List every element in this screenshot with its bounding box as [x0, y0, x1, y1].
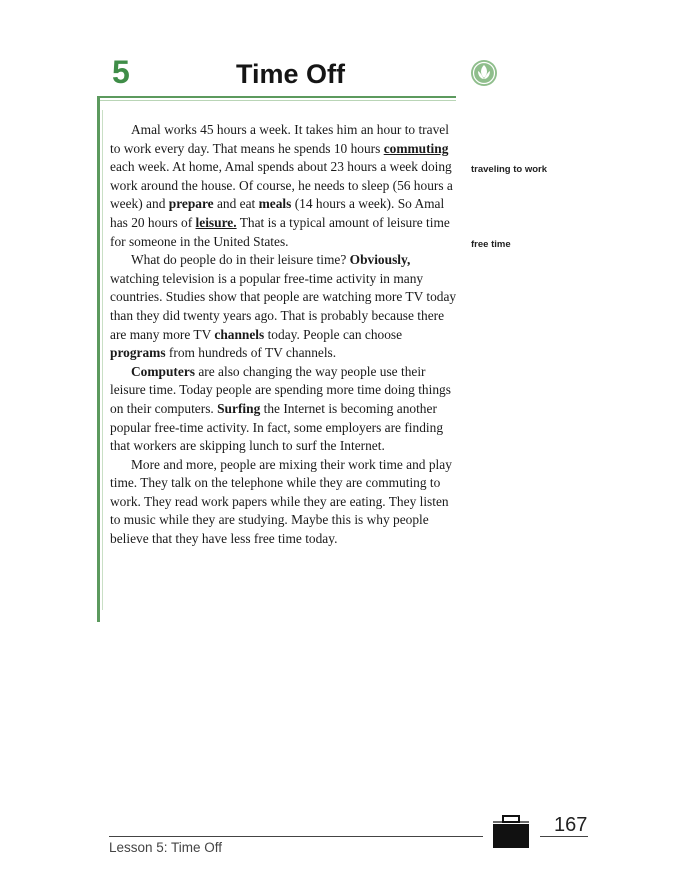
gloss-commuting: traveling to work	[471, 164, 548, 175]
keyword-meals: meals	[258, 196, 292, 212]
lesson-number: 5	[112, 54, 130, 90]
article-side-rule	[97, 96, 100, 622]
keyword-leisure: leisure.	[195, 214, 237, 230]
article-side-rule-inner	[102, 110, 103, 610]
keyword-commuting: commuting	[383, 140, 449, 156]
header-rule-thin	[98, 100, 456, 101]
keyword-channels: channels	[214, 326, 265, 342]
keyword-programs: programs	[110, 345, 166, 361]
paragraph-4: More and more, people are mixing their work time and play time. They talk on the telephone while they are commuting to work. They read work papers while they are eating. They listen to music while they are studying. Maybe this is why people believe that they have less free time today.	[110, 456, 452, 547]
page-number: 167	[554, 814, 588, 836]
paragraph-1: Amal works 45 hours a week. It takes him an hour to travel to work every day. That means he spends 10 hours commuting each week. At home, Amal spends about 23 hours a week doing work around the house. Of course, he needs to sleep (56 hours a week) and prepare and eat meals (14 hours a week). So Amal has 20 hours of leisure. That is a typical amount of leisure time for someone in the United States.	[110, 122, 453, 249]
lotus-emblem-icon	[470, 59, 498, 87]
header-rule	[98, 96, 456, 98]
page-title: Time Off	[236, 59, 346, 89]
paragraph-3: Computers are also changing the way people use their leisure time. Today people are spending more time doing things on their computers. Surfing the Internet is becoming another popular free-time activity. In fact, some employers are finding that workers are skipping lunch to surf the Internet.	[110, 363, 451, 454]
paragraph-2: What do people do in their leisure time? Obviously, watching television is a popular free-time activity in many countries. Studies show that people are watching more TV today than they did twenty years ago. That is probably because there are many more TV channels today. People can choose programs from hundreds of TV channels.	[110, 252, 457, 361]
keyword-surfing: Surfing	[217, 400, 261, 416]
footer-rule	[109, 836, 483, 837]
gloss-leisure: free time	[471, 239, 511, 250]
briefcase-icon	[491, 814, 531, 850]
keyword-obviously: Obviously,	[349, 252, 411, 268]
keyword-computers: Computers	[131, 363, 195, 379]
keyword-prepare: prepare	[168, 196, 214, 212]
footer-lesson-label: Lesson 5: Time Off	[109, 840, 223, 855]
article-body	[110, 121, 460, 549]
